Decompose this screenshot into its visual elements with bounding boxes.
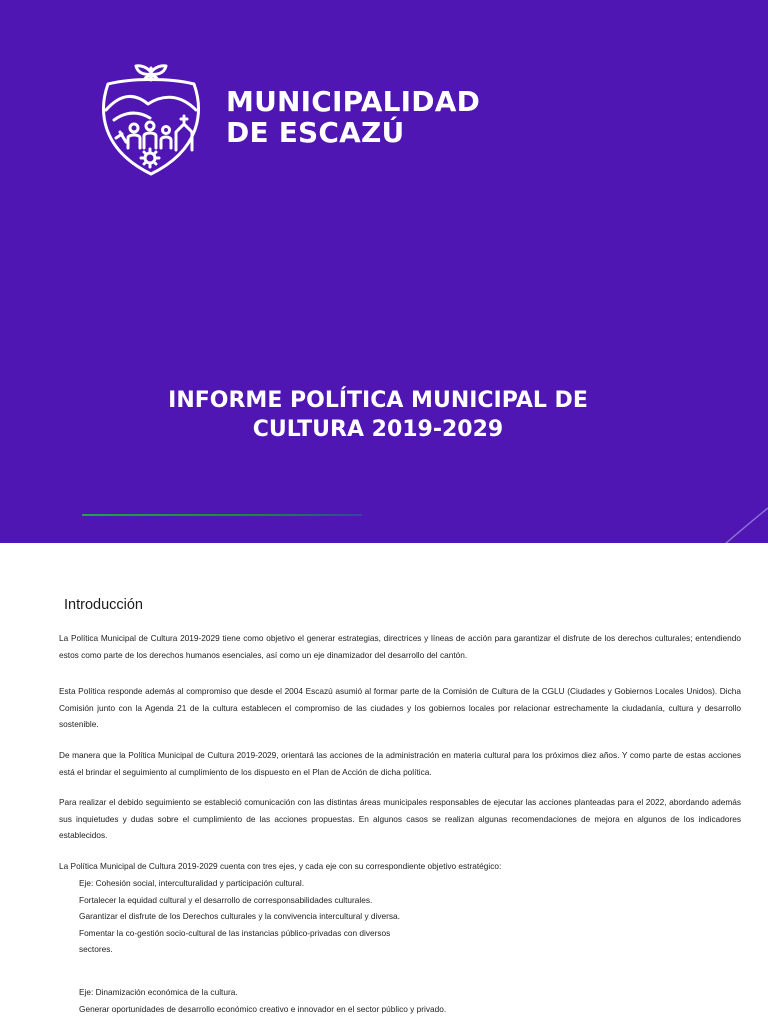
municipal-emblem-icon <box>92 58 210 180</box>
list-item: Eje: Cohesión social, interculturalidad y participación cultural. <box>79 878 305 888</box>
list-item: Fomentar la co-gestión socio-cultural de las instancias público-privadas con diversos <box>79 927 391 938</box>
list-item: sectores. <box>79 944 113 954</box>
paragraph-3: De manera que la Política Municipal de Cultura 2019-2029, orientará las acciones de la administración en materia cultural para los próximos diez años. Y como parte de estas acciones está el brindar el seguimiento al cumplimiento de los dispuesto en el Plan de Acción de dicha política. <box>59 750 741 777</box>
accent-divider <box>82 514 362 516</box>
report-title-line-1: INFORME POLÍTICA MUNICIPAL DE <box>168 388 588 413</box>
logo-wordmark <box>226 86 480 148</box>
section-heading: Introducción <box>64 597 143 613</box>
logo-line-1: MUNICIPALIDAD <box>226 85 481 118</box>
paragraph-4: Para realizar el debido seguimiento se estableció comunicación con las distintas áreas municipales responsables de ejecutar las acciones planteadas para el 2022, abordando además sus inquietudes y dudas sobre el cumplimiento de las acciones propuestas. En algunos casos se realizan algunas recomendaciones de mejora en algunos de los indicadores establecidos. <box>59 797 741 840</box>
axis-1-list <box>59 875 741 958</box>
decorative-corner-arc <box>708 490 768 543</box>
paragraph-1: La Política Municipal de Cultura 2019-2029 tiene como objetivo el generar estrategias, directrices y líneas de acción para garantizar el disfrute de los derechos culturales; entendiendo estos como parte de los derechos humanos esenciales, así como un eje dinamizador del desarrollo del cantón. <box>59 633 741 660</box>
list-item: Generar oportunidades de desarrollo económico creativo e innovador en el sector público y privado. <box>79 1003 447 1014</box>
list-item: Eje: Dinamización económica de la cultura. <box>79 987 238 997</box>
axis-2-list <box>59 984 741 1017</box>
report-title-line-2: CULTURA 2019-2029 <box>252 417 504 442</box>
list-item: Fortalecer la equidad cultural y el desarrollo de corresponsabilidades culturales. <box>79 894 373 905</box>
report-title <box>0 386 756 444</box>
list-item: Garantizar el disfrute de los Derechos culturales y la convivencia intercultural y diversa. <box>79 911 400 921</box>
logo-line-2: DE ESCAZÚ <box>226 116 405 149</box>
document-body <box>0 543 768 1024</box>
paragraph-2: Esta Política responde además al compromiso que desde el 2004 Escazú asumió al formar parte de la Comisión de Cultura de la CGLU (Ciudades y Gobiernos Locales Unidos). Dicha Comisión junto con la Agenda 21 de la cultura establecen el compromiso de las ciudades y los gobiernos locales por relacionar estrechamente la ciudadanía, cultura y desarrollo sostenible. <box>59 686 741 729</box>
paragraph-5: La Política Municipal de Cultura 2019-2029 cuenta con tres ejes, y cada eje con su correspondiente objetivo estratégico: <box>59 861 502 871</box>
